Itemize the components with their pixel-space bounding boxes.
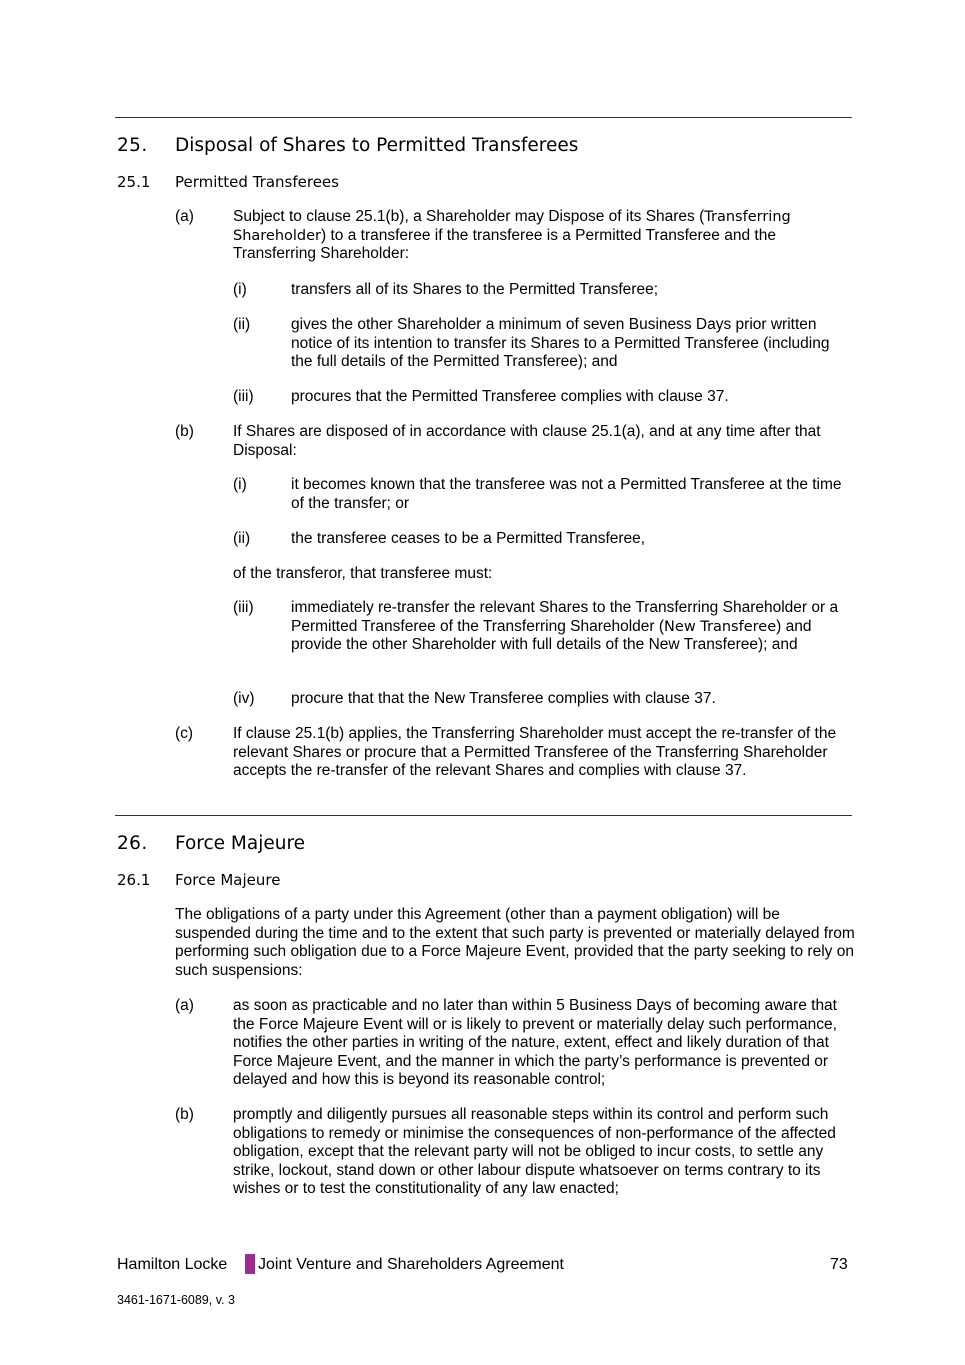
footer-firm: Hamilton Locke xyxy=(117,1256,228,1273)
clause-text: promptly and diligently pursues all reasonable steps within its control and perform such obligations to remedy or minimise the consequences of non-performance of the affected obligation, except that the relevant party will not be obliged to incur costs, to settle any strike, lockout, stand down or other labour dispute whatsoever on terms contrary to its wishes or to test the constitutionality of any law enacted; xyxy=(233,1106,836,1198)
doc-reference: 3461-1671-6089, v. 3 xyxy=(117,1293,235,1307)
page-number: 73 xyxy=(830,1256,848,1273)
clause-label: (ii) xyxy=(233,316,251,333)
subsection-number: 25.1 xyxy=(117,173,151,191)
section-title: Force Majeure xyxy=(175,833,306,854)
clause-label: (b) xyxy=(175,423,194,440)
clause-text: If clause 25.1(b) applies, the Transferring Shareholder must accept the re-transfer of the relevant Shares or procure that a Permitted Transferee of the Transferring Shareholder accepts the re-transfer of the relevant Shares and complies with clause 37. xyxy=(233,725,837,780)
clause-text: procure that that the New Transferee complies with clause 37. xyxy=(291,690,716,707)
clause-text: If Shares are disposed of in accordance with clause 25.1(a), and at any time after that Disposal: xyxy=(233,423,821,459)
clause-label: (b) xyxy=(175,1106,194,1123)
clause-label: (iii) xyxy=(233,599,254,616)
clause-text xyxy=(291,599,851,655)
section-number: 25. xyxy=(117,135,148,156)
clause-text: as soon as practicable and no later than within 5 Business Days of becoming aware that the Force Majeure Event will or is likely to prevent or materially delay such performance, notifies the other parties in writing of the nature, extent, effect and likely duration of that Force Majeure Event, and the manner in which the party’s performance is prevented or delayed and how this is beyond its reasonable control; xyxy=(233,997,837,1089)
clause-text: it becomes known that the transferee was not a Permitted Transferee at the time of the transfer; or xyxy=(291,476,842,512)
clause-text-part: immediately re-transfer the relevant Shares to the Transferring Shareholder or a Permitted Transferee of the Transferring Shareholder ( xyxy=(291,599,839,635)
subsection-number: 26.1 xyxy=(117,871,151,889)
defined-term: Shareholder xyxy=(233,227,322,244)
defined-term: Transferring xyxy=(704,209,791,225)
clause-label: (i) xyxy=(233,476,247,493)
clause-label: (iii) xyxy=(233,388,254,405)
clause-label: (i) xyxy=(233,281,247,298)
clause-text-part: ) and provide the other Shareholder with full details of the New Transferee); and xyxy=(291,617,812,654)
section-divider-top xyxy=(115,117,852,118)
subsection-title: Permitted Transferees xyxy=(175,173,339,191)
clause-label: (a) xyxy=(175,997,194,1014)
clause-text: The obligations of a party under this Agreement (other than a payment obligation) will be suspended during the time and to the extent that such party is prevented or materially delayed from performing such obligation due to a Force Majeure Event, provided that the party seeking to rely on such suspensions: xyxy=(175,906,855,979)
clause-label: (iv) xyxy=(233,690,255,707)
clause-label: (ii) xyxy=(233,530,251,547)
clause-text: gives the other Shareholder a minimum of seven Business Days prior written notice of its intention to transfer its Shares to a Permitted Transferee (including the full details of the Permitted Transferee); and xyxy=(291,316,830,371)
clause-text xyxy=(233,208,855,264)
footer-accent-bar xyxy=(245,1254,255,1274)
clause-text: of the transferor, that transferee must: xyxy=(233,565,493,582)
clause-text: procures that the Permitted Transferee complies with clause 37. xyxy=(291,388,729,405)
footer-doc-title: Joint Venture and Shareholders Agreement xyxy=(258,1256,564,1273)
defined-term: New Transferee xyxy=(664,618,777,635)
clause-label: (a) xyxy=(175,208,194,225)
clause-text: the transferee ceases to be a Permitted Transferee, xyxy=(291,530,646,547)
section-title: Disposal of Shares to Permitted Transferees xyxy=(175,135,579,156)
subsection-title: Force Majeure xyxy=(175,871,281,889)
clause-text-part: ) to a transferee if the transferee is a Permitted Transferee and the Transferring Shareholder: xyxy=(233,226,776,263)
section-number: 26. xyxy=(117,833,148,854)
clause-text-part: Subject to clause 25.1(b), a Shareholder may Dispose of its Shares ( xyxy=(233,208,705,225)
clause-text: transfers all of its Shares to the Permitted Transferee; xyxy=(291,281,658,298)
clause-label: (c) xyxy=(175,725,194,742)
section-divider xyxy=(115,815,852,816)
